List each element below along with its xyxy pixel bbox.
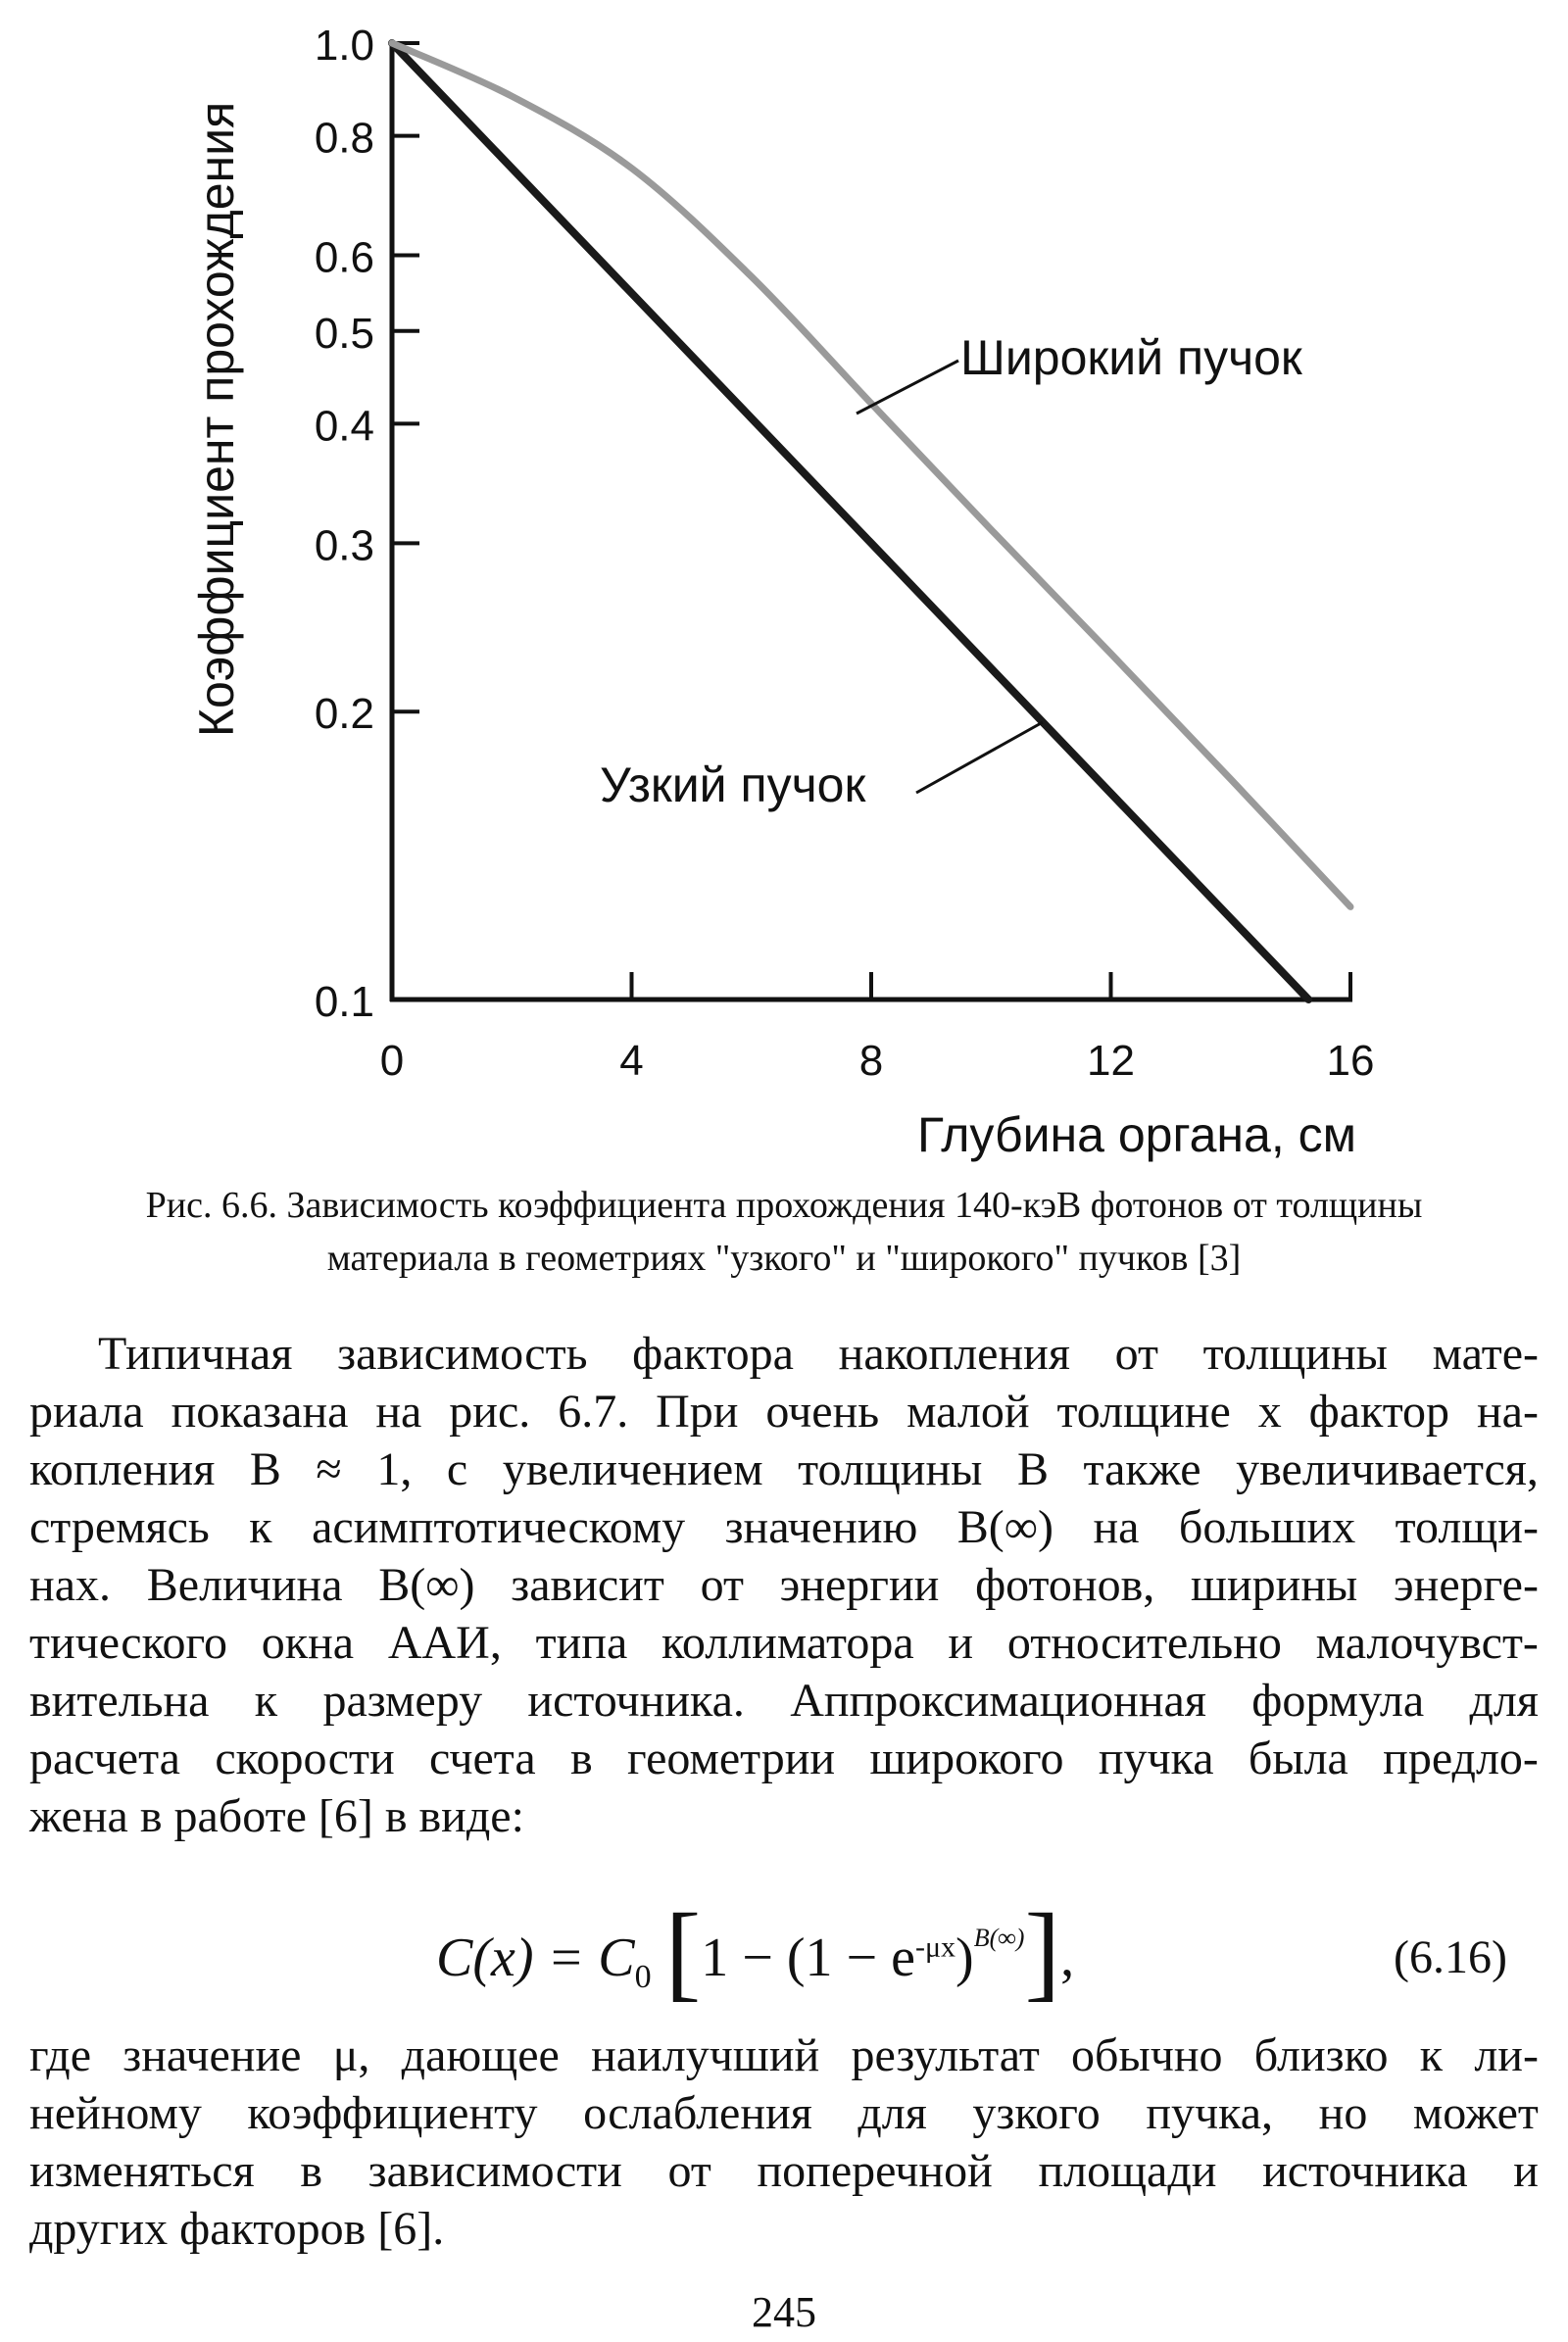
word: формула	[1251, 1675, 1425, 1727]
word: толщины	[1202, 1328, 1388, 1380]
text-line	[29, 1383, 1539, 1440]
y-tick-label: 0.8	[314, 114, 374, 163]
word: к	[254, 1675, 278, 1727]
formula-tail: ,	[1060, 1927, 1075, 1988]
word: близко	[1253, 2029, 1389, 2081]
word: и	[1513, 2145, 1539, 2197]
formula-close-bracket: ]	[1024, 1891, 1061, 2011]
text-line	[29, 1672, 1539, 1730]
word: накопления	[838, 1328, 1070, 1380]
word: μ,	[332, 2029, 370, 2081]
text-line	[29, 2026, 1539, 2084]
word: рис.	[449, 1386, 531, 1438]
text-line	[29, 1556, 1539, 1614]
word: энерге-	[1394, 1559, 1539, 1611]
x-tick-label: 12	[1087, 1037, 1135, 1085]
word: размеру	[322, 1675, 483, 1727]
word: в	[300, 2145, 322, 2197]
x-axis-ticks	[380, 972, 1375, 1085]
word: в	[570, 1732, 593, 1784]
word: копления	[29, 1443, 216, 1495]
word: предло-	[1383, 1732, 1539, 1784]
text-line: других факторов [6].	[29, 2203, 445, 2255]
word: коэффициенту	[247, 2087, 538, 2139]
word: коллиматора	[662, 1617, 914, 1669]
word: узкого	[972, 2087, 1101, 2139]
word: ширины	[1191, 1559, 1358, 1611]
word: очень	[765, 1386, 880, 1438]
text-line	[29, 1614, 1539, 1672]
y-tick-label: 0.5	[314, 309, 374, 358]
word: для	[1469, 1675, 1539, 1727]
word: ли-	[1474, 2029, 1539, 2081]
text-line	[29, 1730, 1539, 1787]
word: геометрии	[627, 1732, 836, 1784]
word: от	[667, 2145, 711, 2197]
word: наилучший	[591, 2029, 820, 2081]
word: площади	[1038, 2145, 1217, 2197]
text-line	[29, 1498, 1539, 1556]
formula-subscript: 0	[634, 1959, 652, 1996]
word: больших	[1178, 1501, 1356, 1553]
formula-power: B(∞)	[973, 1924, 1025, 1952]
word: стремясь	[29, 1501, 210, 1553]
word: зависит	[511, 1559, 664, 1611]
word: увеличивается,	[1236, 1443, 1539, 1495]
word: обычно	[1071, 2029, 1223, 2081]
y-tick-label: 0.3	[314, 521, 374, 570]
caption-line: Рис. 6.6. Зависимость коэффициента прохождения 140-кэВ фотонов от толщины	[145, 1185, 1423, 1226]
word: энергии	[779, 1559, 940, 1611]
word: фактор	[1308, 1386, 1450, 1438]
word: нейному	[29, 2087, 202, 2139]
word: толщине	[1056, 1386, 1231, 1438]
word: пучка,	[1146, 2087, 1274, 2139]
page-number: 245	[752, 2288, 816, 2336]
word: 6.7.	[558, 1386, 629, 1438]
word: Аппроксимационная	[790, 1675, 1206, 1727]
formula-number: (6.16)	[1394, 1931, 1507, 1983]
annotation-wide-beam: Широкий пучок	[960, 330, 1302, 385]
x-axis-label: Глубина органа, см	[916, 1107, 1356, 1162]
word: с	[446, 1443, 468, 1495]
caption-line: материала в геометриях "узкого" и "широкого" пучков [3]	[326, 1238, 1242, 1279]
word: изменяться	[29, 2145, 255, 2197]
word: тического	[29, 1617, 227, 1669]
word: может	[1412, 2087, 1539, 2139]
figure-caption	[39, 1179, 1529, 1285]
word: ослабления	[583, 2087, 812, 2139]
word: увеличением	[502, 1443, 763, 1495]
word: B	[249, 1443, 281, 1495]
word: и	[948, 1617, 974, 1669]
y-axis-ticks	[315, 22, 419, 1026]
word: типа	[535, 1617, 628, 1669]
word: источника	[1262, 2145, 1468, 2197]
x-tick-label: 16	[1326, 1037, 1375, 1085]
word: ≈	[316, 1443, 342, 1495]
word: Величина	[146, 1559, 343, 1611]
paragraph-2	[29, 2026, 1539, 2258]
word: но	[1318, 2087, 1368, 2139]
annotation-wide-beam-leader	[857, 361, 958, 414]
word: к	[1419, 2029, 1444, 2081]
word: от	[1114, 1328, 1158, 1380]
series-wide-beam-line	[392, 43, 1350, 906]
text-line	[29, 1325, 1539, 1383]
word: пучка	[1098, 1732, 1214, 1784]
word: была	[1248, 1732, 1348, 1784]
formula-body-a: 1 − (1 − e	[701, 1927, 915, 1988]
word: B	[1016, 1443, 1049, 1495]
word: мате-	[1432, 1328, 1539, 1380]
word: зависимости	[368, 2145, 622, 2197]
word: показана	[171, 1386, 349, 1438]
annotation-narrow-beam-leader	[916, 722, 1043, 793]
word: результат	[851, 2029, 1040, 2081]
word: x	[1257, 1386, 1282, 1438]
y-tick-label: 0.6	[314, 233, 374, 282]
word: широкого	[869, 1732, 1064, 1784]
formula-6-16	[0, 1891, 1568, 2017]
word: толщи-	[1395, 1501, 1539, 1553]
word: 1,	[376, 1443, 413, 1495]
word: значению	[724, 1501, 918, 1553]
x-tick-label: 0	[379, 1037, 405, 1085]
word: на-	[1476, 1386, 1539, 1438]
word: толщины	[798, 1443, 983, 1495]
word: где	[29, 2029, 92, 2081]
word: окна	[261, 1617, 355, 1669]
word: зависимость	[337, 1328, 588, 1380]
formula-expression	[436, 1891, 1075, 2011]
annotation-narrow-beam: Узкий пучок	[600, 757, 866, 812]
word: источника.	[527, 1675, 745, 1727]
word: B(∞)	[378, 1559, 475, 1611]
text-line	[29, 1440, 1539, 1498]
x-tick-label: 8	[858, 1037, 884, 1085]
y-tick-label: 1.0	[314, 22, 374, 70]
series-narrow-beam-line	[392, 43, 1308, 1000]
word: риала	[29, 1386, 144, 1438]
y-axis-label: Коэффициент прохождения	[189, 101, 244, 738]
text-line	[29, 2142, 1539, 2200]
word: поперечной	[757, 2145, 993, 2197]
word: нах.	[29, 1559, 111, 1611]
word: расчета	[29, 1732, 180, 1784]
formula-exponent: -μx	[914, 1930, 956, 1964]
formula-lhs: C(x) = C	[436, 1927, 635, 1988]
word: вительна	[29, 1675, 210, 1727]
y-tick-label: 0.4	[314, 402, 374, 451]
text-line: жена в работе [6] в виде:	[29, 1790, 524, 1842]
word: фактора	[632, 1328, 794, 1380]
word: на	[375, 1386, 422, 1438]
text-line	[29, 2084, 1539, 2142]
word: к	[249, 1501, 272, 1553]
word: Типичная	[98, 1328, 293, 1380]
word: от	[700, 1559, 744, 1611]
formula-body-b: )	[956, 1927, 974, 1988]
word: скорости	[215, 1732, 395, 1784]
paragraph-1	[29, 1325, 1539, 1845]
word: малочувст-	[1315, 1617, 1539, 1669]
word: также	[1083, 1443, 1201, 1495]
formula-open-bracket: [	[664, 1891, 702, 2011]
word: дающее	[401, 2029, 560, 2081]
word: фотонов,	[975, 1559, 1155, 1611]
word: малой	[906, 1386, 1030, 1438]
word: При	[656, 1386, 739, 1438]
word: значение	[122, 2029, 302, 2081]
y-tick-label: 0.2	[314, 690, 374, 739]
word: ААИ,	[387, 1617, 502, 1669]
word: относительно	[1006, 1617, 1282, 1669]
y-tick-label: 0.1	[314, 978, 374, 1026]
word: асимптотическому	[312, 1501, 686, 1553]
x-tick-label: 4	[619, 1037, 644, 1085]
word: B(∞)	[956, 1501, 1054, 1553]
word: счета	[429, 1732, 536, 1784]
word: для	[858, 2087, 927, 2139]
word: на	[1093, 1501, 1140, 1553]
